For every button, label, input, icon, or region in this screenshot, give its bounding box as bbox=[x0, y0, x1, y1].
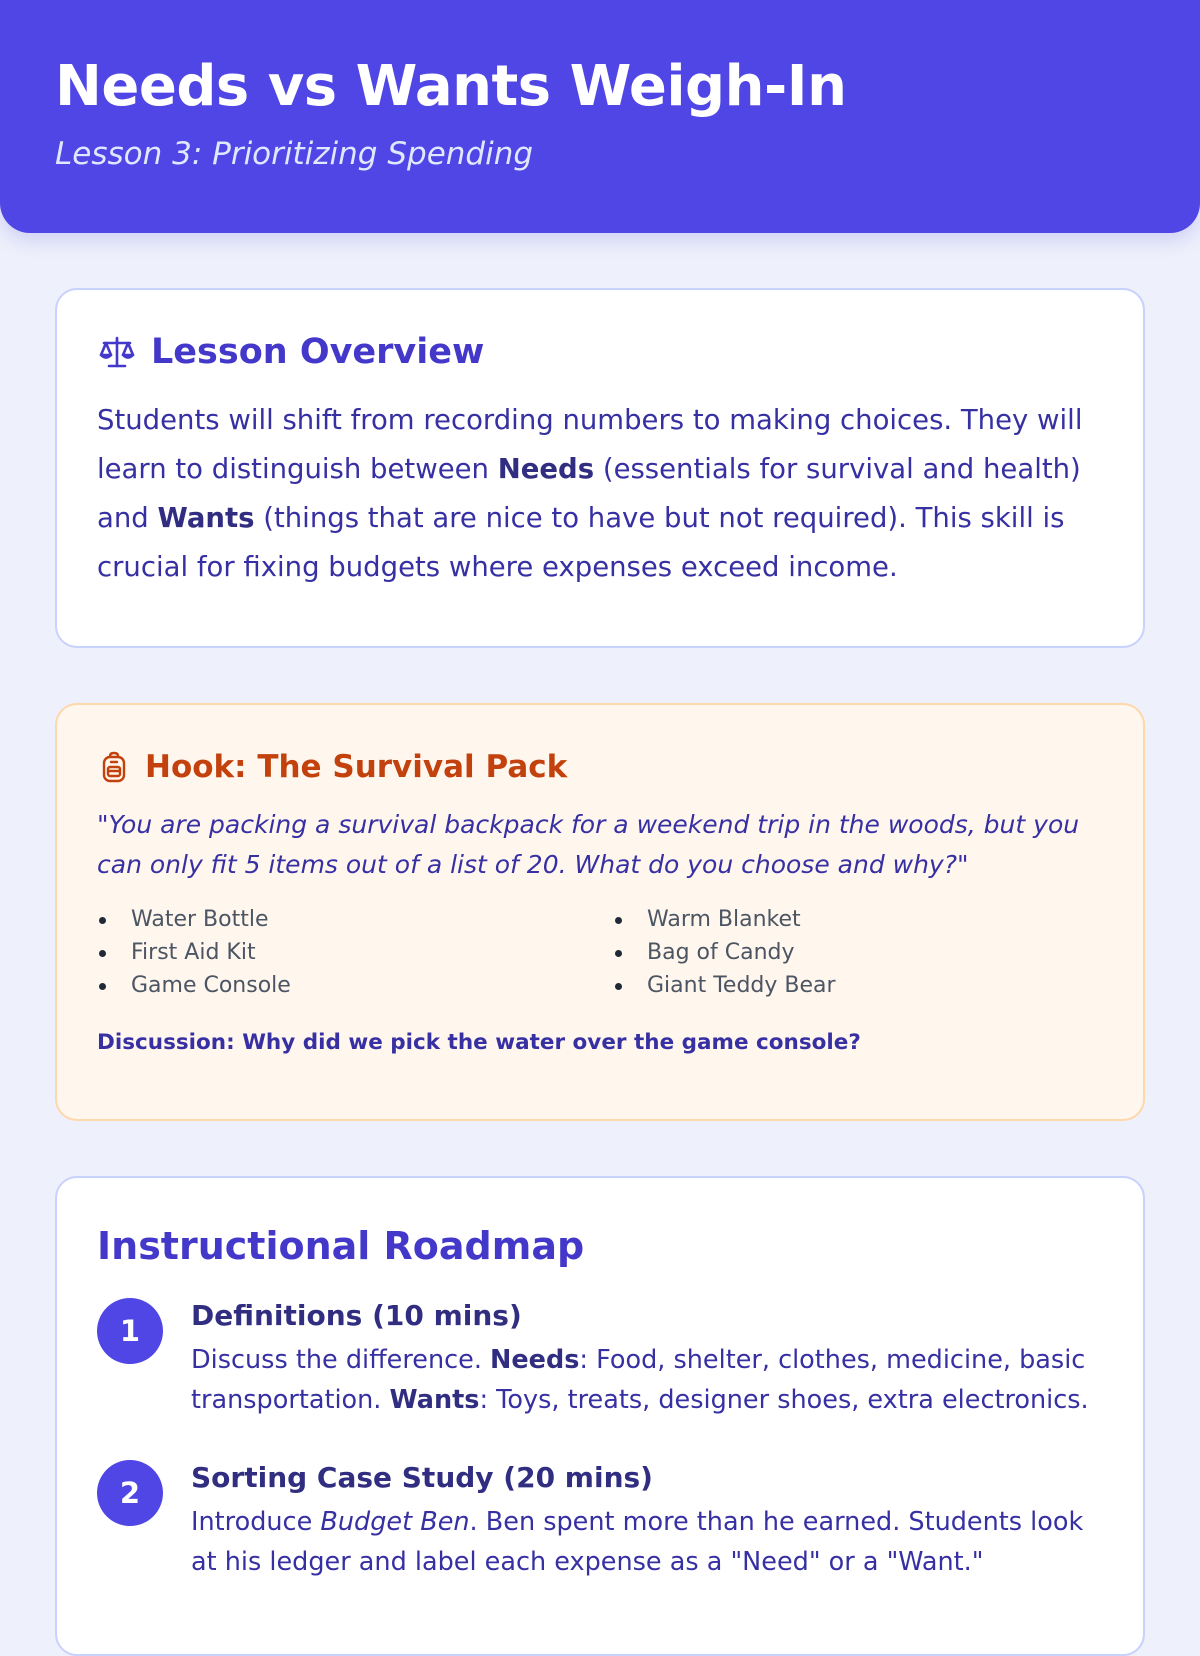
scale-icon bbox=[97, 332, 137, 372]
wants-term: Wants bbox=[157, 502, 255, 534]
list-item: Water Bottle bbox=[97, 903, 613, 936]
step-number-badge: 1 bbox=[97, 1298, 163, 1364]
instructional-roadmap-card bbox=[55, 1176, 1145, 1656]
overview-title: Lesson Overview bbox=[151, 332, 485, 372]
step-title: Definitions (10 mins) bbox=[191, 1299, 522, 1332]
overview-text: Students will shift from recording numbers to making choices. They will learn to distinguish between Needs (essentials for survival and health) and Wants (things that are nice to have but not required). This skill is crucial for fixing budgets where expenses exceed income. bbox=[97, 404, 1083, 583]
step-number-badge: 2 bbox=[97, 1460, 163, 1526]
backpack-icon bbox=[97, 750, 131, 784]
list-item: Game Console bbox=[97, 969, 613, 1002]
list-item: Warm Blanket bbox=[613, 903, 1093, 936]
list-item: Bag of Candy bbox=[613, 936, 1093, 969]
step-description: Introduce Budget Ben. Ben spent more than he earned. Students look at his ledger and label each expense as a "Need" or a "Want." bbox=[191, 1507, 1084, 1577]
lesson-overview-card bbox=[55, 288, 1145, 648]
hook-heading bbox=[97, 747, 1103, 787]
needs-term: Needs bbox=[497, 453, 595, 485]
step-title: Sorting Case Study (20 mins) bbox=[191, 1461, 653, 1494]
overview-heading bbox=[97, 330, 1103, 374]
roadmap-step bbox=[97, 1460, 1103, 1582]
survival-items-list bbox=[97, 903, 1103, 1002]
discussion-prompt: Discussion: Why did we pick the water over the game console? bbox=[97, 1030, 861, 1055]
hook-card bbox=[55, 703, 1145, 1121]
roadmap-title: Instructional Roadmap bbox=[97, 1224, 585, 1268]
hook-quote: "You are packing a survival backpack for a weekend trip in the woods, but you can only fit 5 items out of a list of 20. What do you choose and why?" bbox=[97, 810, 1080, 879]
hook-title: Hook: The Survival Pack bbox=[145, 749, 568, 785]
step-description: Discuss the difference. Needs: Food, shelter, clothes, medicine, basic transportation. Wants: Toys, treats, designer shoes, extra electronics. bbox=[191, 1345, 1089, 1415]
list-item: Giant Teddy Bear bbox=[613, 969, 1093, 1002]
page-title: Needs vs Wants Weigh-In bbox=[55, 54, 847, 119]
lesson-subtitle: Lesson 3: Prioritizing Spending bbox=[55, 136, 534, 172]
roadmap-step bbox=[97, 1298, 1103, 1420]
page-header bbox=[0, 0, 1200, 233]
list-item: First Aid Kit bbox=[97, 936, 613, 969]
